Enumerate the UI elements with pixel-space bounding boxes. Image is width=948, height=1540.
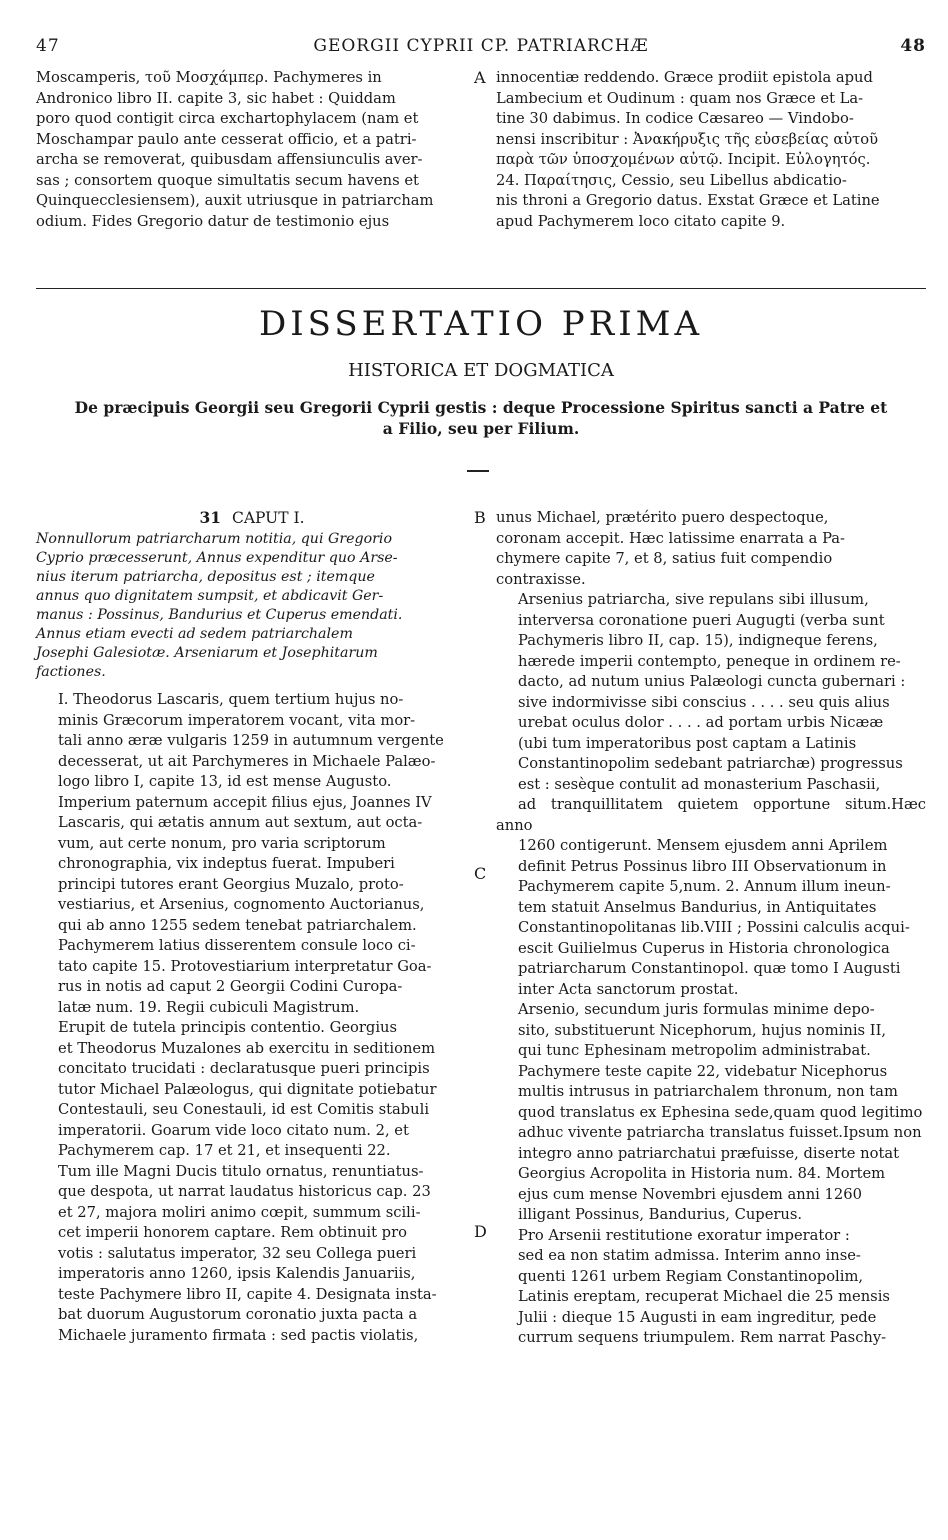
text-line: odium. Fides Gregorio datur de testimonio ejus [36,212,390,230]
text-line: concitato trucidati : declaratusque pueri principis [58,1060,430,1077]
text-line: Latinis ereptam, recuperat Michael die 25 mensis [518,1288,890,1305]
text-line: apud Pachymerem loco citato capite 9. [496,212,786,230]
text-line: logo libro I, capite 13, id est mense Augusto. [58,773,392,790]
text-line: interversa coronatione pueri Augugti (verba sunt [518,611,885,629]
text-line: quod translatus ex Ephesina sede,quam quod legitimo [518,1103,923,1121]
text-line: chymere capite 7, et 8, satius fuit compendio [496,550,833,567]
text-line: urebat oculus dolor . . . . ad portam urbis Nicææ [518,714,884,731]
text-line: vum, aut certe nonum, pro varia scriptorum [58,834,386,852]
text-line: nensi inscribitur : Ἀνακήρυξις τῆς εὐσεβείας αὐτοῦ [496,130,879,148]
text-line: Tum ille Magni Ducis titulo ornatus, renuntiatus- [58,1162,424,1180]
text-line: poro quod contigit circa exchartophylacem (nam et [36,110,419,127]
margin-letter-a: A [474,68,486,87]
text-line: tali anno æræ vulgaris 1259 in autumnum vergente [58,732,444,749]
text-line: principi tutores erant Georgius Muzalo, proto- [58,875,404,893]
text-line: Pachymeris libro II, cap. 15), indigneque ferens, [518,632,878,649]
text-line: sive indormivisse sibi conscius . . . . seu quis alius [518,693,890,711]
text-line: annus quo dignitatem sumpsit, et abdicavit Ger- [36,588,384,604]
text-line: Annus etiam evecti ad sedem patriarchalem [36,626,353,642]
text-line: Contestauli, seu Conestauli, id est Comitis stabuli [58,1101,430,1118]
text-line: Arsenio, secundum juris formulas minime depo- [518,1001,875,1018]
margin-letter-b: B [474,508,486,527]
text-line: dacto, ad nutum unius Palæologi cuncta gubernari : [518,673,906,690]
text-line: nis throni a Gregorio datus. Exstat Græce et Latine [496,192,880,209]
body-right-column [496,508,926,1349]
text-line: Pro Arsenii restitutione exoratur imperator : [518,1226,850,1244]
text-line: qui tunc Ephesinam metropolim administrabat. [518,1042,871,1059]
text-line: inter Acta sanctorum prostat. [518,980,739,998]
running-header [36,36,926,58]
text-line: unus Michael, prætérito puero despectoque, [496,509,829,526]
chapter-heading [36,508,468,527]
text-line: Erupit de tutela principis contentio. Georgius [58,1019,398,1036]
paragraph [496,590,926,1000]
text-line: Michaele juramento firmata : sed pactis violatis, [58,1326,419,1344]
text-line: quenti 1261 urbem Regiam Constantinopolim, [518,1267,864,1285]
paragraph [496,1000,926,1226]
text-line: minis Græcorum imperatorem vocant, vita mor- [58,711,416,729]
text-line: Josephi Galesiotæ. Arseniarum et Josephitarum [36,645,378,661]
text-line: Pachymerem cap. 17 et 21, et insequenti 22. [58,1142,391,1159]
text-line: Pachymerem capite 5,num. 2. Annum illum ineun- [518,878,891,895]
text-line: hærede imperii contempto, peneque in ordinem re- [518,652,901,670]
text-line: que despota, ut narrat laudatus historicus cap. 23 [58,1183,431,1200]
chapter-summary [36,530,468,682]
text-line: archa se removerat, quibusdam affensiunculis aver- [36,151,423,168]
text-line: et Theodorus Muzalones ab exercitu in seditionem [58,1039,436,1057]
text-line: imperatoris anno 1260, ipsis Kalendis Januariis, [58,1265,416,1282]
chapter-number: 31 [199,508,222,527]
text-line: patriarcharum Constantinopol. quæ tomo I Augusti [518,960,901,977]
right-page-number: 48 [900,36,926,56]
short-dash [467,470,489,472]
margin-letter-d: D [474,1222,487,1241]
text-line: contraxisse. [496,570,586,588]
text-line: Lambecium et Oudinum : quam nos Græce et La- [496,89,864,107]
text-line: manus : Possinus, Bandurius et Cuperus emendati. [36,607,403,623]
text-line: illigant Possinus, Bandurius, Cuperus. [518,1206,803,1223]
paragraph [36,1018,468,1346]
text-line: Cyprio præcesserunt, Annus expenditur quo Arse- [36,550,398,566]
text-line: chronographia, vix indeptus fuerat. Impuberi [58,855,395,872]
text-line: Constantinopolitanas lib.VIII ; Possini calculis acqui- [518,919,910,936]
text-line: tine 30 dabimus. In codice Cæsareo — Vindobo- [496,110,854,127]
text-line: Imperium paternum accepit filius ejus, Joannes IV [58,793,432,811]
text-line: imperatorii. Goarum vide loco citato num. 2, et [58,1121,409,1139]
text-line: tutor Michael Palæologus, qui dignitate potiebatur [58,1080,437,1098]
text-line: nius iterum patriarcha, depositus est ; itemque [36,569,375,585]
text-line: a Filio, seu per Filium. [382,419,580,438]
text-line: tato capite 15. Protovestiarium interpretatur Goa- [58,957,432,975]
text-line: votis : salutatus imperator, 32 seu Collega pueri [58,1244,417,1262]
text-line: rus in notis ad caput 2 Georgii Codini Curopa- [58,978,403,995]
dissertation-title: DISSERTATIO PRIMA [258,304,704,344]
text-line: teste Pachymere libro II, capite 4. Designata insta- [58,1285,437,1303]
top-right-column [496,68,926,232]
body-left-column [36,690,468,1346]
text-line: Constantinopolim sedebant patriarchæ) progressus [518,755,903,772]
margin-letter-c: C [474,864,487,883]
text-line: Pachymere teste capite 22, videbatur Nicephorus [518,1062,888,1080]
dissertation-description [40,397,922,439]
text-line: sed ea non statim admissa. Interim anno inse- [518,1247,861,1264]
text-line: integro anno patriarchatui præfuisse, diserte notat [518,1144,900,1162]
text-line: coronam accepit. Hæc latissime enarrata a Pa- [496,529,846,547]
running-title: GEORGII CYPRII CP. PATRIARCHÆ [313,36,649,56]
text-line: Lascaris, qui ætatis annum aut sextum, aut octa- [58,814,423,831]
text-line: tem statuit Anselmus Bandurius, in Antiquitates [518,898,877,916]
text-line: cet imperii honorem captare. Rem obtinuit pro [58,1224,407,1241]
chapter-title: CAPUT I. [231,509,305,527]
text-line: qui ab anno 1255 sedem tenebat patriarchalem. [58,916,417,934]
text-line: definit Petrus Possinus libro III Observationum in [518,857,887,875]
text-line: bat duorum Augustorum coronatio juxta pacta a [58,1306,418,1323]
text-line: De præcipuis Georgii seu Gregorii Cyprii gestis : deque Processione Spiritus sancti a Patre et [74,398,888,417]
dissertation-subtitle: HISTORICA ET DOGMATICA [348,360,614,381]
text-line: Nonnullorum patriarcharum notitia, qui Gregorio [36,531,392,547]
text-line: Julii : dieque 15 Augusti in eam ingreditur, pede [518,1308,877,1326]
text-line: decesserat, ut ait Parchymeres in Michaele Palæo- [58,752,436,770]
section-divider [36,288,926,289]
paragraph [496,508,926,590]
text-line: Pachymerem latius disserentem consule loco ci- [58,937,416,954]
text-line: et 27, majora moliri animo cœpit, summum scili- [58,1203,421,1221]
text-line: currum sequens triumpulem. Rem narrat Paschy- [518,1329,887,1346]
top-left-column [36,68,468,232]
text-line: factiones. [36,664,106,680]
text-line: Moschampar paulo ante cesserat officio, et a patri- [36,130,417,148]
text-line: 1260 contigerunt. Mensem ejusdem anni Aprilem [518,837,888,854]
text-line: Andronico libro II. capite 3, sic habet : Quiddam [36,89,396,107]
text-line: (ubi tum imperatoribus post captam a Latinis [518,734,857,752]
text-line: παρὰ τῶν ὑποσχομένων αὐτῷ. Incipit. Εὐλογητός. [496,151,871,168]
text-line: latæ num. 19. Regii cubiculi Magistrum. [58,998,360,1016]
text-line: Quinquecclesiensem), auxit utriusque in patriarcham [36,192,434,209]
text-line: innocentiæ reddendo. Græce prodiit epistola apud [496,69,873,86]
text-line: I. Theodorus Lascaris, quem tertium hujus no- [58,691,404,708]
text-line: sito, substituerunt Nicephorum, hujus nominis II, [518,1021,887,1039]
text-line: Arsenius patriarcha, sive repulans sibi illusum, [518,591,869,608]
text-line: Moscamperis, τοῦ Μοσχάμπερ. Pachymeres in [36,69,382,86]
text-line: est : sesèque contulit ad monasterium Paschasii, [518,775,881,793]
text-line: adhuc vivente patriarcha translatus fuisset.Ipsum non [518,1124,922,1141]
text-line: vestiarius, et Arsenius, cognomento Auctorianus, [58,896,425,913]
paragraph [496,1226,926,1349]
text-line: ad tranquillitatem quietem opportune situm.Hæc anno [496,796,926,834]
left-page-number: 47 [36,36,60,56]
text-line: ejus cum mense Novembri ejusdem anni 1260 [518,1185,862,1203]
text-line: sas ; consortem quoque simultatis secum havens et [36,171,419,189]
text-line: 24. Παραίτησις, Cessio, seu Libellus abdicatio- [496,171,847,189]
text-line: Georgius Acropolita in Historia num. 84. Mortem [518,1165,886,1182]
text-line: escit Guilielmus Cuperus in Historia chronologica [518,939,890,957]
paragraph [36,690,468,1018]
text-line: multis intrusus in patriarchalem thronum, non tam [518,1083,898,1100]
